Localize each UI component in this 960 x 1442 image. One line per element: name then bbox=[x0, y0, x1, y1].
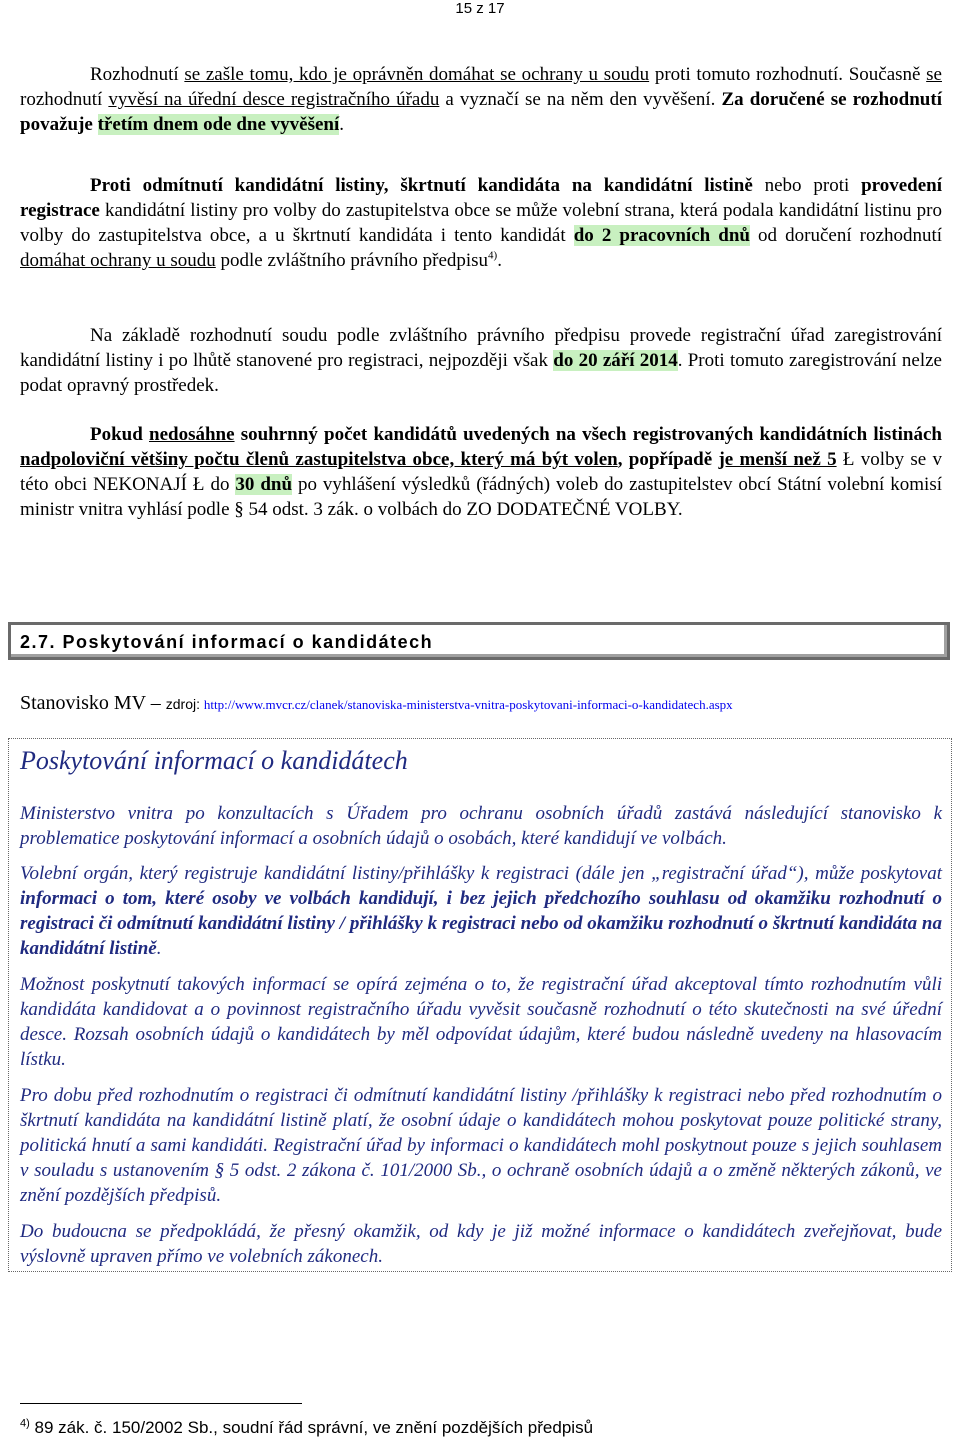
text-bold: informaci o tom, které osoby ve volbách kandidují, i bez jejich předchozího souhlasu od okamžiku rozhodnutí o registraci či odmítnutí kandidátní listiny / přihlášky k registraci nebo od okamžiku rozhodnutí o škrtnutí kandidáta na kandidátní listině bbox=[20, 888, 942, 959]
opinion-paragraph-5: Do budoucna se předpokládá, že přesný okamžik, od kdy je již možné informace o kandidátech zveřejňovat, bude výslovně upraven přímo ve volebních zákonech. bbox=[20, 1221, 942, 1267]
text: kandidátní listiny pro volby do zastupitelstva obce se může volební strana, která podala kandidátní listinu pro volby do zastupitelstva obce, a u škrtnutí kandidáta i tento kandidát bbox=[20, 200, 942, 246]
text-bold: Za doručené se rozhodnutí považuje bbox=[20, 89, 942, 135]
paragraph-additional-elections bbox=[20, 422, 942, 522]
text-bold: , popřípadě bbox=[617, 449, 719, 470]
opinion-title: Poskytování informací o kandidátech bbox=[20, 746, 408, 775]
footnote-ref: 4) bbox=[488, 249, 498, 262]
text: . bbox=[156, 938, 162, 959]
text-underlined: se bbox=[926, 64, 942, 85]
paragraph-delivery bbox=[20, 62, 942, 137]
paragraph-registration bbox=[20, 323, 942, 398]
page-number: 15 z 17 bbox=[455, 0, 505, 17]
paragraph-court-protection bbox=[20, 173, 942, 273]
text: . bbox=[497, 250, 502, 271]
text-highlight: třetím dnem ode dne vyvěšení bbox=[97, 114, 340, 135]
source-link[interactable]: http://www.mvcr.cz/clanek/stanoviska-ministerstva-vnitra-poskytovani-informaci-o-kandidatech.aspx bbox=[203, 697, 733, 712]
text-highlight: do 2 pracovních dnů bbox=[573, 225, 750, 246]
text-underlined: vyvěsí na úřední desce registračního úřadu bbox=[108, 89, 440, 110]
text: Volební orgán, který registruje kandidátní listiny/přihlášky k registraci (dále jen „registrační úřad“), může poskytovat bbox=[20, 863, 942, 884]
text-underlined: se zašle tomu, kdo je oprávněn domáhat se ochrany u soudu bbox=[184, 64, 650, 85]
opinion-paragraph-3: Možnost poskytnutí takových informací se opírá zejména o to, že registrační úřad akceptoval tímto rozhodnutím vůli kandidáta kandidovat a o povinnost registračního úřadu vyvěsit současně rozhodnutí o této skutečnosti na své úřední desce. Rozsah osobních údajů o kandidátech by měl odpovídat údajům, které budou následně uvedeny na hlasovacím lístku. bbox=[20, 974, 942, 1070]
text-bold-underlined: je menší než 5 bbox=[718, 449, 837, 470]
footnote-separator bbox=[20, 1403, 302, 1404]
text: – bbox=[145, 692, 166, 714]
text-highlight: do 20 září 2014 bbox=[553, 350, 678, 371]
text-bold: souhrnný počet kandidátů uvedených na všech registrovaných kandidátních listinách bbox=[234, 424, 942, 445]
text: Rozhodnutí bbox=[90, 64, 185, 85]
text: Na základě rozhodnutí soudu podle zvláštního právního předpisu provede registrační úřad zaregistrování kandidátní listiny i po lhůtě stanovené pro registraci, nejpozději však bbox=[20, 325, 942, 371]
opinion-paragraph-2 bbox=[20, 861, 942, 961]
opinion-paragraph-1: Ministerstvo vnitra po konzultacích s Úřadem pro ochranu osobních úřadů zastává následující stanovisko k problematice poskytování informací a osobních údajů o osobách, které kandidují ve volbách. bbox=[20, 803, 942, 849]
footnote bbox=[20, 1418, 593, 1438]
text-bold: Proti odmítnutí kandidátní listiny, škrtnutí kandidáta na kandidátní listině bbox=[90, 175, 753, 196]
text: a vyznačí se na něm den vyvěšení. bbox=[439, 89, 722, 110]
text: . Proti tomuto zaregistrování nelze podat opravný prostředek. bbox=[20, 350, 942, 396]
text: podle zvláštního právního předpisu bbox=[215, 250, 489, 271]
source-label: zdroj: bbox=[165, 696, 204, 712]
opinion-source bbox=[20, 692, 733, 715]
opinion-label: Stanovisko MV bbox=[20, 692, 146, 714]
text: . bbox=[339, 114, 345, 135]
text: od doručení rozhodnutí bbox=[749, 225, 943, 246]
text: rozhodnutí bbox=[20, 89, 109, 110]
text-bold: provedení registrace bbox=[20, 175, 942, 221]
text-bold-underlined: nedosáhne bbox=[149, 424, 235, 445]
text-highlight: 30 dnů bbox=[235, 474, 293, 495]
footnote-text: 89 zák. č. 150/2002 Sb., soudní řád správní, ve znění pozdějších předpisů bbox=[29, 1418, 594, 1437]
opinion-paragraph-4: Pro dobu před rozhodnutím o registraci či odmítnutí kandidátní listiny /přihlášky k registraci nebo před rozhodnutím o škrtnutí kandidáta na kandidátní listině platí, že osobní údaje o kandidátech mohou poskytovat pouze politické strany, politická hnutí a sami kandidáti. Registrační úřad by informaci o kandidátech mohl poskytnout pouze s jejich souhlasem v souladu s ustanovením § 5 odst. 2 zákona č. 101/2000 Sb., o ochraně osobních údajů a o změně některých zákonů, ve znění pozdějších předpisů. bbox=[20, 1085, 942, 1206]
text-bold-underlined: nadpoloviční většiny počtu členů zastupitelstva obce, který má být volen bbox=[20, 449, 618, 470]
section-heading: 2.7. Poskytování informací o kandidátech bbox=[20, 632, 434, 652]
text-bold: Pokud bbox=[90, 424, 149, 445]
text: po vyhlášení výsledků (řádných) voleb do zastupitelstev obcí Státní volební komisí ministr vnitra vyhlásí podle § 54 odst. 3 zák. o volbách do ZO DODATEČNÉ VOLBY. bbox=[20, 474, 943, 520]
text: nebo proti bbox=[752, 175, 862, 196]
footnote-mark: 4) bbox=[20, 1417, 30, 1430]
text-underlined: domáhat ochrany u soudu bbox=[20, 250, 216, 271]
text: Ł volby se v této obci NEKONAJÍ Ł do bbox=[20, 449, 942, 495]
text: proti tomuto rozhodnutí. Současně bbox=[649, 64, 927, 85]
